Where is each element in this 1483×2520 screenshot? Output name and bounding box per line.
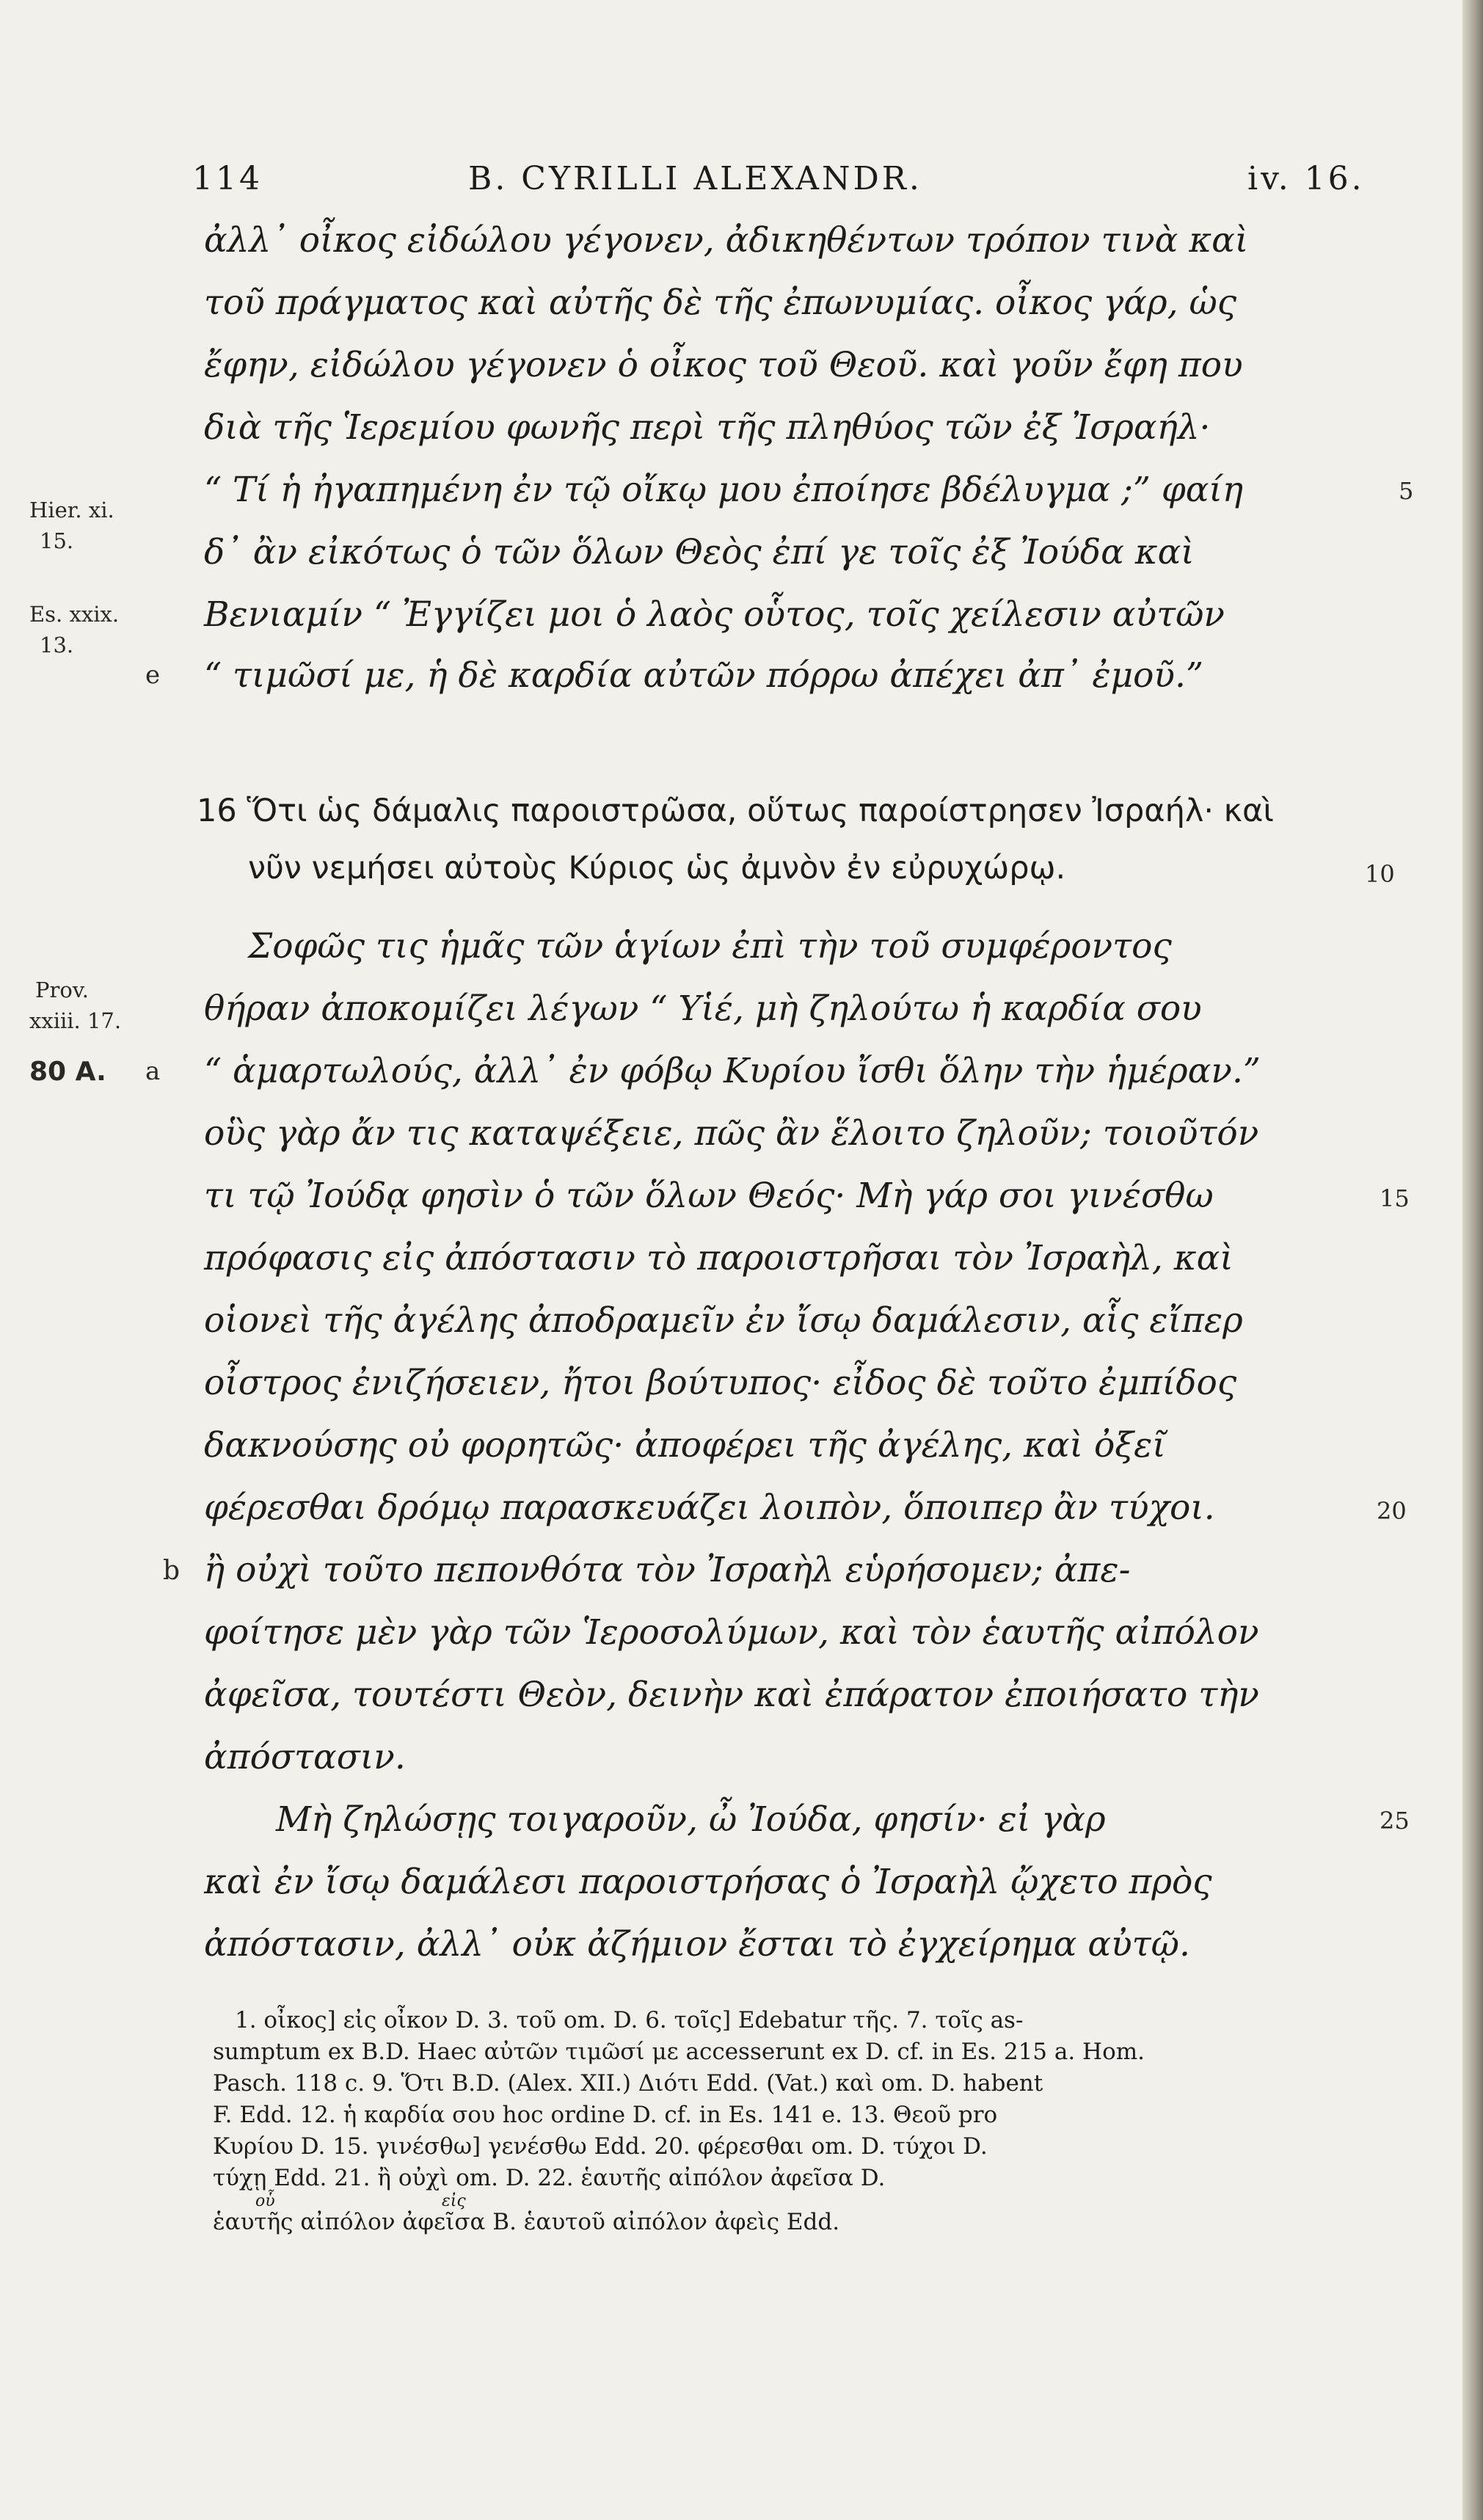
text-line: δακνούσης οὐ φορητῶς· ἀποφέρει τῆς ἀγέλης, καὶ ὀξεῖ [204, 1425, 1166, 1465]
text-line: τι τῷ Ἰούδᾳ φησὶν ὁ τῶν ὅλων Θεός· Μὴ γάρ σοι γινέσθω [204, 1176, 1214, 1216]
footnote-line: Κυρίου D. 15. γινέσθω] γενέσθω Edd. 20. φέρεσθαι om. D. τύχοι D. [213, 2133, 988, 2160]
line-number-25: 25 [1380, 1807, 1410, 1835]
text-line: ἀπόστασιν, ἀλλ᾽ οὐκ ἀζήμιον ἔσται τὸ ἐγχείρημα αὐτῷ. [204, 1924, 1190, 1964]
line-number-5: 5 [1399, 477, 1414, 505]
text-line: “ Τί ἡ ἠγαπημένη ἐν τῷ οἴκῳ μου ἐποίησε βδέλυγμα ;” φαίη [204, 470, 1244, 510]
text-line: τοῦ πράγματος καὶ αὐτῆς δὲ τῆς ἐπωνυμίας. οἶκος γάρ, ὡς [204, 283, 1237, 323]
section-letter-b: b [163, 1556, 181, 1586]
margin-ref-proverbs: Prov. [35, 977, 89, 1002]
text-line: θήραν ἀποκομίζει λέγων “ Υἱέ, μὴ ζηλούτω ἡ καρδία σου [204, 988, 1202, 1029]
text-line: Σοφῶς τις ἡμᾶς τῶν ἁγίων ἐπὶ τὴν τοῦ συμφέροντος [248, 926, 1172, 966]
text-line: δ᾽ ἂν εἰκότως ὁ τῶν ὅλων Θεὸς ἐπί γε τοῖς ἐξ Ἰούδα καὶ [204, 532, 1195, 572]
folio-marker: 80 A. [29, 1057, 106, 1087]
text-line: ἀπόστασιν. [204, 1737, 406, 1777]
page-number: 114 [192, 160, 263, 197]
page-spine-shadow [1462, 0, 1483, 2520]
margin-ref-esaias-verse: 13. [40, 633, 74, 658]
text-line: ἀλλ᾽ οἶκος εἰδώλου γέγονεν, ἀδικηθέντων τρόπον τινὰ καὶ [204, 220, 1249, 261]
section-letter-a: a [145, 1057, 161, 1086]
margin-ref-proverbs-verse: xxiii. 17. [29, 1008, 122, 1033]
lemma-line: 16 Ὅτι ὡς δάμαλις παροιστρῶσα, οὕτως παροίστρησεν Ἰσραήλ· καὶ [197, 793, 1274, 829]
text-line: οὓς γὰρ ἄν τις καταψέξειε, πῶς ἂν ἕλοιτο ζηλοῦν; τοιοῦτόν [204, 1113, 1259, 1154]
line-number-10: 10 [1365, 860, 1395, 888]
text-line: Βενιαμίν “ Ἐγγίζει μοι ὁ λαὸς οὗτος, τοῖς χείλεσιν αὐτῶν [204, 594, 1225, 635]
text-line: Μὴ ζηλώσῃς τοιγαροῦν, ὦ Ἰούδα, φησίν· εἰ γὰρ [276, 1799, 1106, 1840]
line-number-20: 20 [1377, 1497, 1407, 1525]
text-line: οἱονεὶ τῆς ἀγέλης ἀποδραμεῖν ἐν ἴσῳ δαμάλεσιν, αἷς εἴπερ [204, 1300, 1243, 1341]
text-line: “ τιμῶσί με, ἡ δὲ καρδία αὐτῶν πόρρω ἀπέχει ἀπ᾽ ἐμοῦ.” [204, 655, 1203, 696]
margin-ref-hieremias-verse: 15. [40, 528, 74, 553]
footnote-line: Pasch. 118 c. 9. Ὅτι B.D. (Alex. XII.) Διότι Edd. (Vat.) καὶ om. D. habent [213, 2070, 1043, 2097]
text-line: ἢ οὐχὶ τοῦτο πεπονθότα τὸν Ἰσραὴλ εὑρήσομεν; ἀπε- [204, 1550, 1131, 1590]
line-number-15: 15 [1380, 1184, 1410, 1212]
footnote-line: F. Edd. 12. ἡ καρδία σου hoc ordine D. cf. in Es. 141 e. 13. Θεοῦ pro [213, 2102, 998, 2128]
footnote-interlinear-gloss: οὗ [255, 2192, 275, 2210]
chapter-verse-ref: iv. 16. [1247, 160, 1365, 197]
lemma-line: νῦν νεμήσει αὐτοὺς Κύριος ὡς ἀμνὸν ἐν εὐρυχώρῳ. [248, 850, 1066, 886]
text-line: φοίτησε μὲν γὰρ τῶν Ἱεροσολύμων, καὶ τὸν ἑαυτῆς αἰπόλον [204, 1612, 1259, 1653]
text-line: πρόφασις εἰς ἀπόστασιν τὸ παροιστρῆσαι τὸν Ἰσραὴλ, καὶ [204, 1238, 1234, 1278]
footnote-interlinear-gloss: εἰς [442, 2192, 466, 2210]
text-line: φέρεσθαι δρόμῳ παρασκευάζει λοιπὸν, ὅποιπερ ἂν τύχοι. [204, 1487, 1215, 1528]
margin-ref-hieremias: Hier. xi. [29, 498, 114, 522]
text-line: καὶ ἐν ἴσῳ δαμάλεσι παροιστρήσας ὁ Ἰσραὴλ ᾤχετο πρὸς [204, 1862, 1212, 1902]
text-line: διὰ τῆς Ἱερεμίου φωνῆς περὶ τῆς πληθύος τῶν ἐξ Ἰσραήλ· [204, 407, 1211, 448]
running-title: B. CYRILLI ALEXANDR. [468, 160, 922, 197]
footnote-line: ἑαυτῆς αἰπόλον ἀφεῖσα B. ἑαυτοῦ αἰπόλον ἀφεὶς Edd. [213, 2209, 840, 2235]
text-line: ἔφην, εἰδώλου γέγονεν ὁ οἶκος τοῦ Θεοῦ. καὶ γοῦν ἔφη που [204, 345, 1243, 385]
footnote-line: τύχῃ Edd. 21. ἢ οὐχὶ om. D. 22. ἑαυτῆς αἰπόλον ἀφεῖσα D. [213, 2165, 886, 2191]
footnote-line: 1. οἶκος] εἰς οἶκον D. 3. τοῦ om. D. 6. τοῖς] Edebatur τῆς. 7. τοῖς as- [235, 2007, 1024, 2033]
text-line: ἀφεῖσα, τουτέστι Θεὸν, δεινὴν καὶ ἐπάρατον ἐποιήσατο τὴν [204, 1675, 1259, 1715]
section-letter-e: e [145, 660, 161, 690]
text-line: οἶστρος ἐνιζήσειεν, ἤτοι βούτυπος· εἶδος δὲ τοῦτο ἐμπίδος [204, 1363, 1237, 1403]
text-line: “ ἁμαρτωλούς, ἀλλ᾽ ἐν φόβῳ Κυρίου ἴσθι ὅλην τὴν ἡμέραν.” [204, 1051, 1261, 1091]
margin-ref-esaias: Es. xxix. [29, 602, 120, 627]
footnote-line: sumptum ex B.D. Haec αὐτῶν τιμῶσί με accesserunt ex D. cf. in Es. 215 a. Hom. [213, 2039, 1145, 2065]
